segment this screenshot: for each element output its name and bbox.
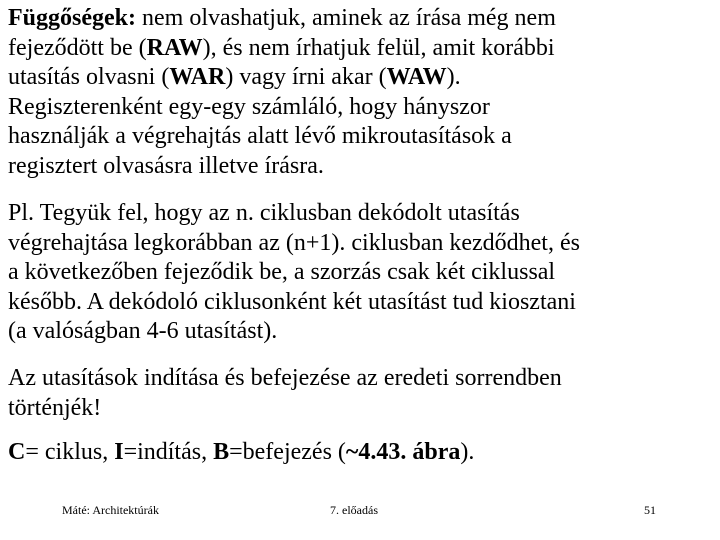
text-run: nem olvashatjuk, aminek az írása még nem [136,5,556,31]
paragraph-legend [8,438,720,468]
text-line [8,438,720,468]
text-line [8,288,720,318]
text-run: Az utasítások indítása és befejezése az eredeti sorrendben [8,365,562,391]
footer-page-number: 51 [644,503,656,517]
bold-term: B [213,439,230,465]
text-run: fejeződött be ( [8,34,147,61]
text-line [8,229,720,259]
text-line [8,364,720,394]
bold-term: RAW [146,34,203,61]
text-run: használják a végrehajtás alatt lévő mikroutasítások a [8,123,512,150]
text-run: Regiszterenként egy-egy számláló, hogy hányszor [8,93,490,120]
text-run: történjék! [8,394,102,421]
text-run: regisztert olvasásra illetve írásra. [8,152,324,179]
text-line [8,152,720,182]
bold-term: Függőségek: [8,5,136,31]
paragraph-dependencies [8,4,720,182]
text-line [8,317,720,347]
text-run: végrehajtása legkorábban az (n+1). ciklusban kezdődhet, és [8,229,580,256]
text-run: később. A dekódoló ciklusonként két utasítást tud kiosztani [8,288,576,315]
text-run: ). [460,439,475,465]
bold-term: C [8,439,26,465]
text-line [8,199,720,229]
text-run: =befejezés ( [229,439,346,465]
text-line [8,122,720,152]
text-run: a következőben fejeződik be, a szorzás csak két ciklussal [8,259,556,286]
text-run: (a valóságban 4-6 utasítást). [8,318,278,345]
text-line [8,258,720,288]
text-run: ) vagy írni akar ( [225,64,387,91]
footer-left: Máté: Architektúrák [62,503,159,517]
text-line [8,93,720,123]
bold-term: WAR [169,64,226,91]
paragraph-ordering [8,364,720,423]
bold-term: I [114,439,124,465]
text-run: =indítás, [123,439,214,465]
paragraph-example [8,199,720,347]
bold-term: WAW [386,64,447,91]
text-run: ), és nem írhatjuk felül, amit korábbi [202,34,555,61]
text-line [8,4,720,34]
text-run: ). [446,64,461,91]
text-run: utasítás olvasni ( [8,64,170,91]
text-line [8,394,720,424]
text-line [8,63,720,93]
text-line [8,34,720,64]
footer-center: 7. előadás [330,503,378,517]
text-run: Pl. Tegyük fel, hogy az n. ciklusban dekódolt utasítás [8,200,520,226]
bold-term: ~4.43. ábra [345,439,461,465]
text-run: = ciklus, [25,439,115,465]
